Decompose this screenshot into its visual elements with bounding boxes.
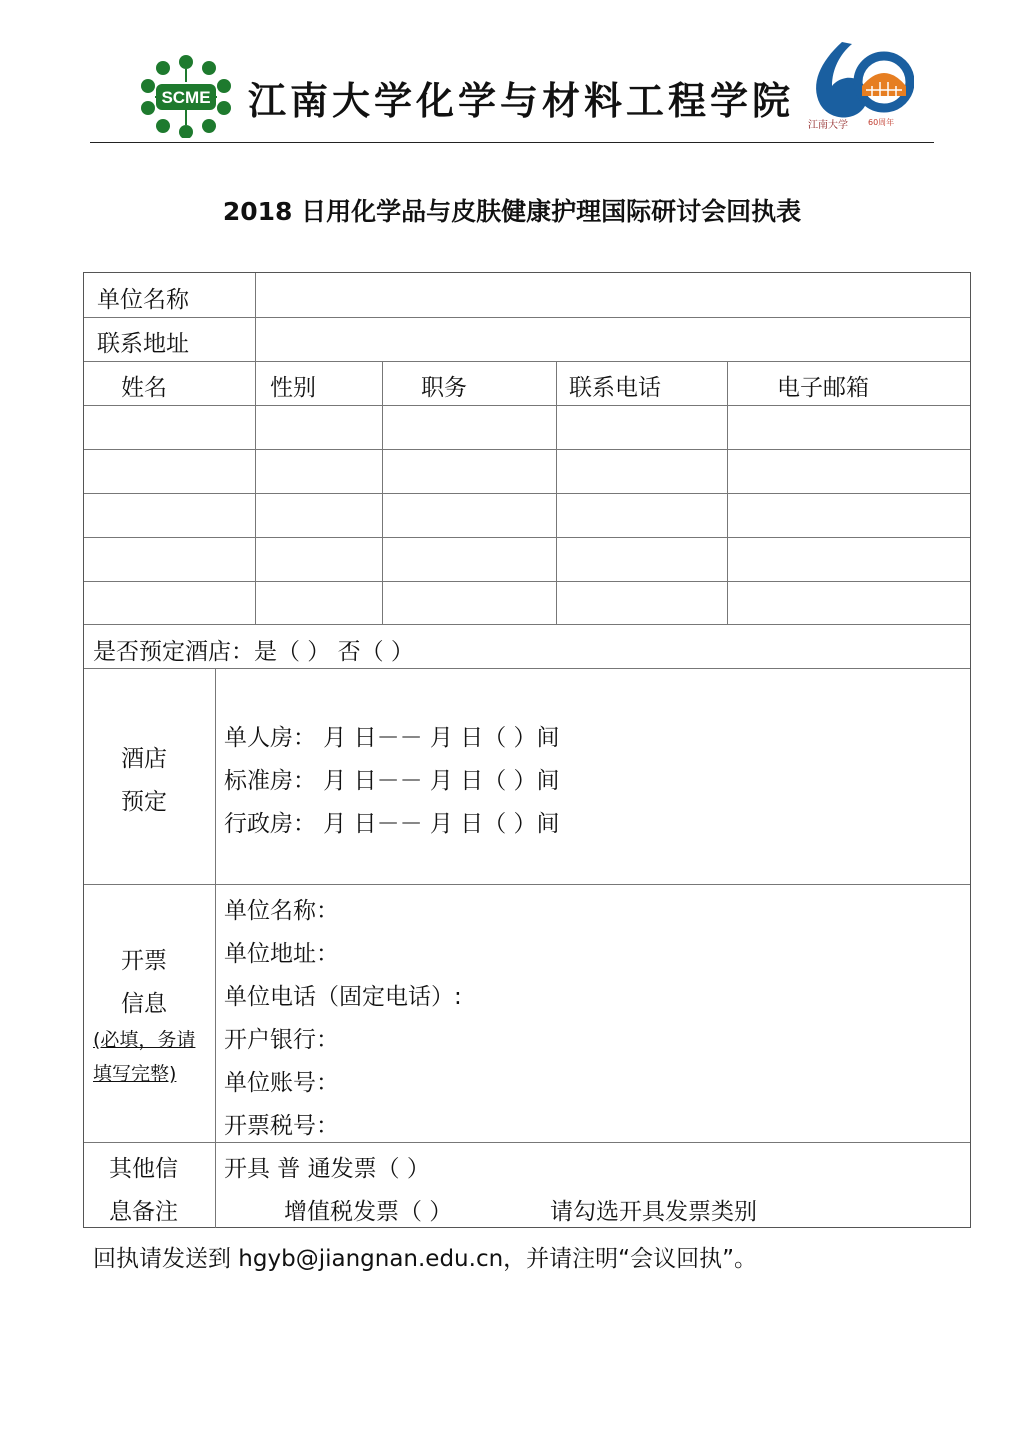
column-header-gender: 性别	[270, 375, 316, 401]
scme-logo-icon	[136, 54, 236, 138]
invoice-field-account: 单位账号：	[224, 1070, 339, 1096]
invoice-field-bank: 开户银行：	[224, 1027, 339, 1053]
address-label: 联系地址	[97, 331, 189, 357]
room-executive: 行政房： 月 日－－ 月 日（ ）间	[224, 811, 560, 837]
row-divider	[84, 361, 970, 362]
footer-instruction: 回执请发送到 hgyb@jiangnan.edu.cn，并请注明“会议回执”。	[93, 1246, 758, 1272]
column-divider	[255, 273, 256, 624]
invoice-note-line1: (必填，务请	[93, 1029, 196, 1051]
hotel-label-line2: 预定	[121, 789, 167, 815]
invoice-field-org-phone: 单位电话（固定电话）:	[224, 984, 462, 1010]
row-divider	[84, 317, 970, 318]
column-header-position: 职务	[421, 375, 467, 401]
invoice-field-org-name: 单位名称：	[224, 898, 339, 924]
column-header-email: 电子邮箱	[777, 375, 869, 401]
header-divider	[90, 142, 934, 143]
room-standard: 标准房： 月 日－－ 月 日（ ）间	[224, 768, 560, 794]
column-divider	[556, 361, 557, 624]
row-divider	[84, 624, 970, 625]
invoice-label-line2: 信息	[121, 991, 167, 1017]
invoice-note-line2: 填写完整)	[93, 1063, 177, 1085]
row-divider	[84, 1142, 970, 1143]
letterhead	[90, 30, 934, 142]
document-title: 2018 日用化学品与皮肤健康护理国际研讨会回执表	[222, 197, 802, 226]
invoice-field-tax-id: 开票税号：	[224, 1113, 339, 1139]
other-label-line2: 息备注	[109, 1199, 178, 1225]
college-name: 江南大学化学与材料工程学院	[248, 78, 795, 123]
invoice-type-vat: 增值税发票（ ）	[284, 1199, 453, 1225]
registration-form-table	[83, 272, 971, 1228]
scme-logo-text: SCME	[161, 88, 211, 107]
row-divider	[84, 581, 970, 582]
invoice-field-org-address: 单位地址：	[224, 941, 339, 967]
hotel-label-line1: 酒店	[121, 746, 167, 772]
invoice-type-instruction: 请勾选开具发票类别	[550, 1199, 757, 1225]
column-header-name: 姓名	[121, 375, 167, 401]
anniversary-logo-years: 60周年	[868, 118, 895, 127]
row-divider	[84, 537, 970, 538]
hotel-booking-question: 是否预定酒店：是（ ） 否（ ）	[93, 639, 414, 665]
invoice-type-normal: 开具 普 通发票（ ）	[224, 1156, 430, 1182]
org-name-label: 单位名称	[97, 287, 189, 313]
invoice-label-line1: 开票	[121, 948, 167, 974]
column-divider	[382, 361, 383, 624]
row-divider	[84, 405, 970, 406]
row-divider	[84, 493, 970, 494]
room-single: 单人房： 月 日－－ 月 日（ ）间	[224, 725, 560, 751]
row-divider	[84, 884, 970, 885]
row-divider	[84, 449, 970, 450]
column-divider	[215, 668, 216, 1228]
column-divider	[727, 361, 728, 624]
row-divider	[84, 668, 970, 669]
other-label-line1: 其他信	[109, 1156, 178, 1182]
column-header-phone: 联系电话	[569, 375, 661, 401]
anniversary-logo-university: 江南大学	[808, 120, 848, 131]
